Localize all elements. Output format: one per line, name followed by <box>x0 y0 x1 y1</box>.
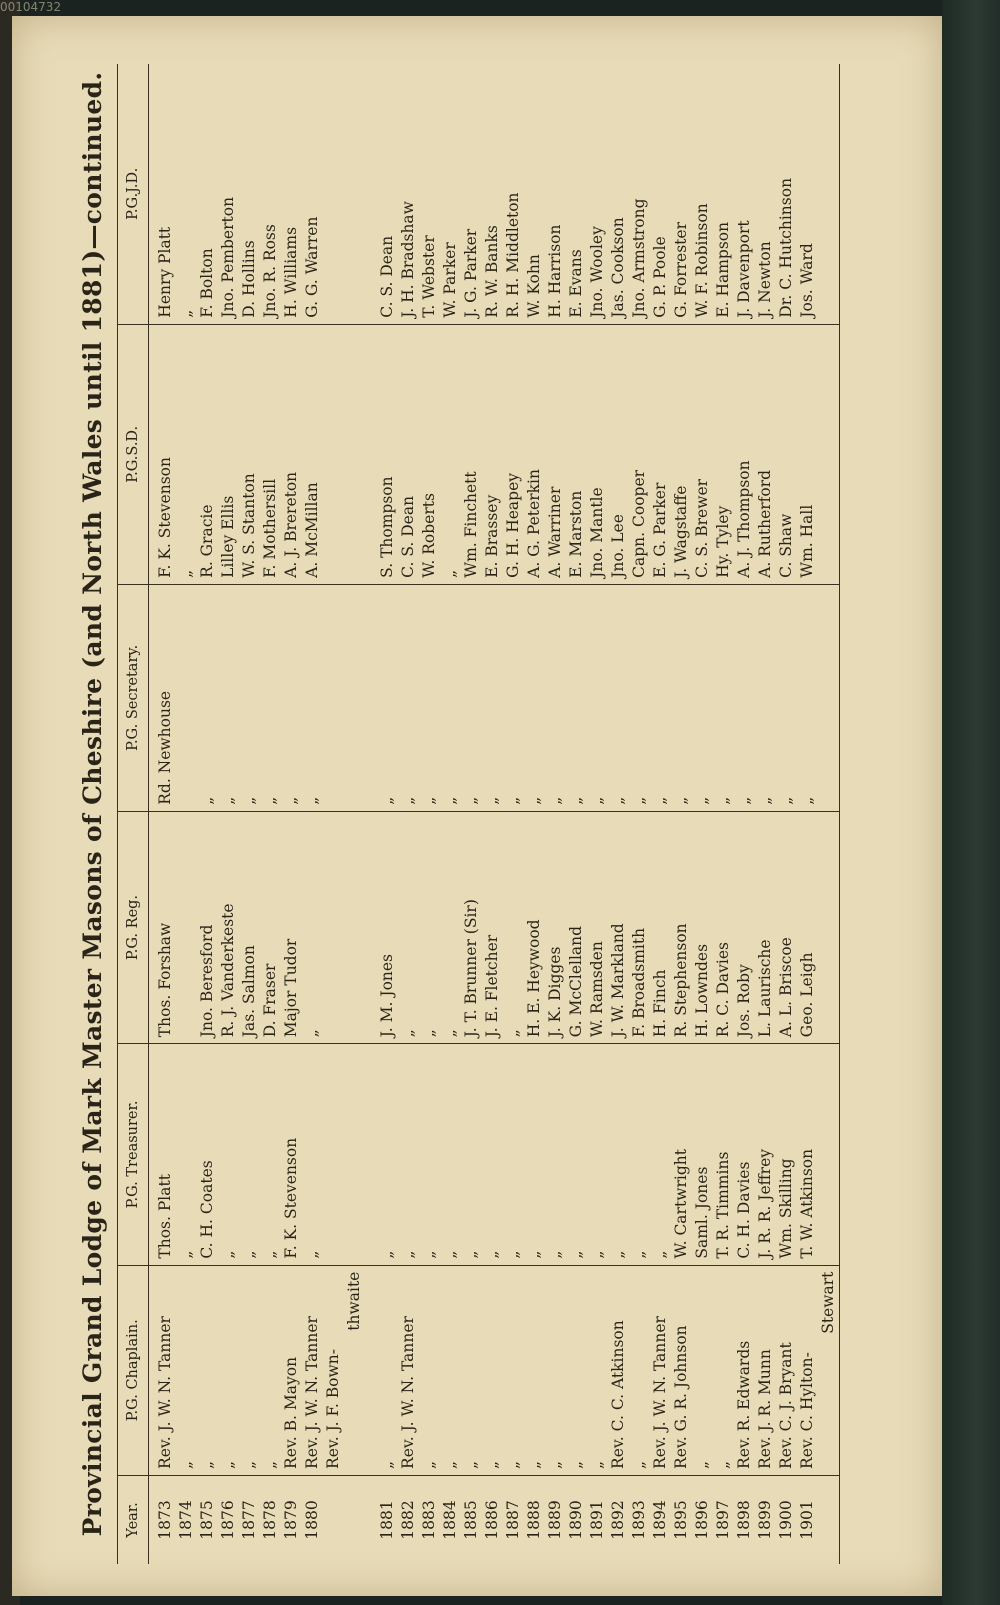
cell-year: 1889 <box>545 1475 566 1564</box>
cell-junior-deacon: D. Hollins <box>240 240 258 318</box>
cell-year: 1885 <box>461 1475 482 1564</box>
table-row <box>239 64 260 1564</box>
cell-junior-deacon: H. Harrison <box>546 224 564 318</box>
cell-senior-deacon: W. S. Stanton <box>239 324 260 584</box>
header-senior-deacon: P.G.S.D. <box>118 324 149 584</box>
spacer-cell <box>365 584 377 811</box>
cell-secretary: „ <box>755 584 776 811</box>
cell-year: 1893 <box>629 1475 650 1564</box>
table-row <box>545 64 566 1564</box>
cell-registrar: „ <box>503 811 524 1043</box>
cell-year: 1875 <box>197 1475 218 1564</box>
table-row <box>566 64 587 1564</box>
cell-registrar: L. Laurische <box>755 811 776 1043</box>
cell-junior-deacon: „ <box>177 309 195 318</box>
header-year: Year. <box>118 1475 149 1564</box>
book-page <box>12 16 942 1596</box>
cell-treasurer: „ <box>260 1044 281 1265</box>
cell-secretary: Rd. Newhouse <box>149 584 177 811</box>
table-row <box>482 64 503 1564</box>
cell-chaplain: „ <box>629 1265 650 1475</box>
spacer-cell <box>365 811 377 1043</box>
cell-registrar: H. Lowndes <box>692 811 713 1043</box>
table-row <box>218 64 239 1564</box>
table-row <box>524 64 545 1564</box>
cell-year <box>344 1475 365 1564</box>
spacer-cell <box>365 324 377 584</box>
cell-senior-deacon: Wm. Hall <box>797 324 818 584</box>
cell-junior-deacon: J. H. Bradshaw <box>399 201 417 318</box>
cell-senior-deacon: A. Warriner <box>545 324 566 584</box>
cell-secretary: „ <box>398 584 419 811</box>
cell-chaplain: Rev. C. J. Bryant <box>776 1265 797 1475</box>
cell-chaplain: „ <box>503 1265 524 1475</box>
spacer-cell <box>365 1265 377 1475</box>
cell-year: 1899 <box>755 1475 776 1564</box>
cell-registrar: J. E. Fletcher <box>482 811 503 1043</box>
cell-year: 1883 <box>419 1475 440 1564</box>
cell-year: 1887 <box>503 1475 524 1564</box>
cell-registrar: „ <box>302 811 323 1043</box>
cell-registrar: Jas. Salmon <box>239 811 260 1043</box>
cell-junior-deacon: W. F. Robinson <box>693 203 711 318</box>
cell-registrar <box>344 811 365 1043</box>
cell-registrar: Jno. Beresford <box>197 811 218 1043</box>
cell-chaplain: „ <box>440 1265 461 1475</box>
cell-junior-deacon: J. Davenport <box>735 220 753 318</box>
cell-treasurer: „ <box>302 1044 323 1265</box>
cell-senior-deacon: E. Brassey <box>482 324 503 584</box>
cell-year: 1884 <box>440 1475 461 1564</box>
cell-registrar: R. J. Vanderkeste <box>218 811 239 1043</box>
cell-senior-deacon: C. S. Brewer <box>692 324 713 584</box>
table-row <box>344 64 365 1564</box>
book-spine-edge <box>942 0 1000 1605</box>
cell-treasurer: „ <box>377 1044 398 1265</box>
cell-treasurer: „ <box>482 1044 503 1265</box>
cell-chaplain: Rev. C. C. Atkinson <box>608 1265 629 1475</box>
cell-senior-deacon: E. Marston <box>566 324 587 584</box>
cell-registrar: A. L. Briscoe <box>776 811 797 1043</box>
table-row <box>398 64 419 1564</box>
cell-chaplain: Stewart <box>818 1265 840 1475</box>
cell-senior-deacon <box>818 324 840 584</box>
cell-treasurer: „ <box>503 1044 524 1265</box>
cell-year <box>818 1475 840 1564</box>
cell-secretary: „ <box>587 584 608 811</box>
cell-year: 1891 <box>587 1475 608 1564</box>
cell-secretary <box>344 584 365 811</box>
cell-senior-deacon: R. Gracie <box>197 324 218 584</box>
header-chaplain: P.G. Chaplain. <box>118 1265 149 1475</box>
cell-secretary: „ <box>797 584 818 811</box>
table-row <box>149 64 177 1564</box>
cell-chaplain: „ <box>713 1265 734 1475</box>
cell-senior-deacon <box>323 324 344 584</box>
table-row <box>587 64 608 1564</box>
cell-chaplain: Rev. G. R. Johnson <box>671 1265 692 1475</box>
cell-senior-deacon: F. Mothersill <box>260 324 281 584</box>
cell-year: 1898 <box>734 1475 755 1564</box>
cell-secretary: „ <box>377 584 398 811</box>
cell-year: 1890 <box>566 1475 587 1564</box>
cell-treasurer: „ <box>650 1044 671 1265</box>
cell-chaplain: „ <box>566 1265 587 1475</box>
cell-chaplain: Rev. J. W. N. Tanner <box>149 1265 177 1475</box>
cell-chaplain: „ <box>377 1265 398 1475</box>
cell-secretary: „ <box>239 584 260 811</box>
header-row <box>118 64 149 1564</box>
cell-secretary: „ <box>629 584 650 811</box>
cell-junior-deacon: C. S. Dean <box>378 235 396 318</box>
spacer-cell <box>365 1475 377 1564</box>
table-row <box>323 64 344 1564</box>
cell-senior-deacon: A. Rutherford <box>755 324 776 584</box>
table-row <box>671 64 692 1564</box>
cell-year: 1879 <box>281 1475 302 1564</box>
cell-junior-deacon: G. G. Warren <box>303 216 321 318</box>
cell-treasurer: J. R. R. Jeffrey <box>755 1044 776 1265</box>
cell-chaplain: „ <box>524 1265 545 1475</box>
cell-secretary: „ <box>524 584 545 811</box>
cell-treasurer: C. H. Coates <box>197 1044 218 1265</box>
cell-senior-deacon: Jno. Lee <box>608 324 629 584</box>
header-secretary: P.G. Secretary. <box>118 584 149 811</box>
cell-chaplain: Rev. C. Hylton- <box>797 1265 818 1475</box>
cell-treasurer: „ <box>419 1044 440 1265</box>
cell-junior-deacon: R. H. Middleton <box>504 192 522 318</box>
cell-treasurer: „ <box>629 1044 650 1265</box>
cell-registrar: H. E. Heywood <box>524 811 545 1043</box>
cell-secretary: „ <box>671 584 692 811</box>
cell-senior-deacon <box>344 324 365 584</box>
cell-secretary <box>323 584 344 811</box>
cell-registrar: J. K. Digges <box>545 811 566 1043</box>
cell-registrar: R. C. Davies <box>713 811 734 1043</box>
cell-senior-deacon: A. G. Peterkin <box>524 324 545 584</box>
cell-chaplain: „ <box>176 1265 197 1475</box>
cell-senior-deacon: C. Shaw <box>776 324 797 584</box>
cell-secretary: „ <box>440 584 461 811</box>
cell-registrar: R. Stephenson <box>671 811 692 1043</box>
cell-treasurer: „ <box>608 1044 629 1265</box>
cell-secretary: „ <box>503 584 524 811</box>
cell-treasurer: „ <box>239 1044 260 1265</box>
cell-senior-deacon: „ <box>176 324 197 584</box>
cell-junior-deacon: G. P. Poole <box>651 236 669 318</box>
cell-registrar <box>818 811 840 1043</box>
table-row <box>734 64 755 1564</box>
cell-senior-deacon: W. Roberts <box>419 324 440 584</box>
cell-year: 1900 <box>776 1475 797 1564</box>
cell-junior-deacon: W. Parker <box>441 242 459 318</box>
cell-year: 1901 <box>797 1475 818 1564</box>
table-body <box>149 64 840 1564</box>
cell-treasurer: F. K. Stevenson <box>281 1044 302 1265</box>
cell-registrar: J. W. Markland <box>608 811 629 1043</box>
cell-chaplain: „ <box>461 1265 482 1475</box>
cell-senior-deacon: A. J. Thompson <box>734 324 755 584</box>
cell-year <box>323 1475 344 1564</box>
cell-secretary: „ <box>260 584 281 811</box>
cell-chaplain: Rev. J. R. Munn <box>755 1265 776 1475</box>
cell-junior-deacon <box>818 64 840 324</box>
cell-chaplain: Rev. R. Edwards <box>734 1265 755 1475</box>
cell-junior-deacon: R. W. Banks <box>483 225 501 318</box>
cell-treasurer: C. H. Davies <box>734 1044 755 1265</box>
cell-treasurer: „ <box>218 1044 239 1265</box>
cell-treasurer: „ <box>461 1044 482 1265</box>
cell-secretary: „ <box>650 584 671 811</box>
cell-year: 1894 <box>650 1475 671 1564</box>
cell-senior-deacon: Hy. Tyley <box>713 324 734 584</box>
table-row <box>755 64 776 1564</box>
cell-secretary: „ <box>482 584 503 811</box>
cell-chaplain: thwaite <box>344 1265 365 1475</box>
table-row <box>440 64 461 1564</box>
cell-registrar: „ <box>398 811 419 1043</box>
spacer-cell <box>365 64 377 324</box>
cell-year: 1897 <box>713 1475 734 1564</box>
cell-year: 1888 <box>524 1475 545 1564</box>
cell-registrar: J. T. Brunner (Sir) <box>461 811 482 1043</box>
cell-registrar: W. Ramsden <box>587 811 608 1043</box>
cell-registrar <box>176 811 197 1043</box>
cell-chaplain: Rev. J. W. N. Tanner <box>398 1265 419 1475</box>
cell-chaplain: „ <box>218 1265 239 1475</box>
cell-registrar: Major Tudor <box>281 811 302 1043</box>
cell-year: 1892 <box>608 1475 629 1564</box>
cell-senior-deacon: A. J. Brereton <box>281 324 302 584</box>
cell-senior-deacon: F. K. Stevenson <box>149 324 177 584</box>
cell-junior-deacon: W. Kohn <box>525 254 543 318</box>
cell-secretary: „ <box>302 584 323 811</box>
header-junior-deacon: P.G.J.D. <box>118 64 149 324</box>
rotated-content <box>72 24 942 1584</box>
cell-treasurer: T. W. Atkinson <box>797 1044 818 1265</box>
cell-secretary <box>176 584 197 811</box>
table-row <box>608 64 629 1564</box>
cell-treasurer: „ <box>398 1044 419 1265</box>
cell-junior-deacon: Jno. Armstrong <box>630 198 648 318</box>
cell-chaplain: „ <box>587 1265 608 1475</box>
spacer-cell <box>365 1044 377 1265</box>
cell-secretary <box>818 584 840 811</box>
cell-registrar: Thos. Forshaw <box>149 811 177 1043</box>
cell-treasurer: „ <box>440 1044 461 1265</box>
cell-year: 1886 <box>482 1475 503 1564</box>
cell-junior-deacon: J. G. Parker <box>462 228 480 318</box>
cell-secretary: „ <box>461 584 482 811</box>
cell-treasurer: Saml. Jones <box>692 1044 713 1265</box>
cell-treasurer: „ <box>566 1044 587 1265</box>
cell-secretary: „ <box>713 584 734 811</box>
cell-treasurer: „ <box>545 1044 566 1265</box>
cell-secretary: „ <box>734 584 755 811</box>
cell-chaplain: Rev. J. W. N. Tanner <box>650 1265 671 1475</box>
cell-senior-deacon: Jno. Mantle <box>587 324 608 584</box>
cell-senior-deacon: Wm. Finchett <box>461 324 482 584</box>
cell-chaplain: „ <box>419 1265 440 1475</box>
cell-chaplain: Rev. J. W. N. Tanner <box>302 1265 323 1475</box>
cell-registrar: J. M. Jones <box>377 811 398 1043</box>
cell-registrar: „ <box>419 811 440 1043</box>
table-row <box>818 64 840 1564</box>
cell-junior-deacon: H. Williams <box>282 226 300 318</box>
cell-chaplain: „ <box>239 1265 260 1475</box>
cell-senior-deacon: S. Thompson <box>377 324 398 584</box>
cell-treasurer <box>344 1044 365 1265</box>
table-row <box>260 64 281 1564</box>
cell-treasurer: T. R. Timmins <box>713 1044 734 1265</box>
cell-secretary: „ <box>692 584 713 811</box>
cell-senior-deacon: J. Wagstaffe <box>671 324 692 584</box>
cell-junior-deacon <box>344 64 365 324</box>
cell-registrar: F. Broadsmith <box>629 811 650 1043</box>
table-row <box>503 64 524 1564</box>
cell-year: 1880 <box>302 1475 323 1564</box>
scan-page-id: 00104732 <box>0 0 62 14</box>
cell-junior-deacon: Jno. Wooley <box>588 226 606 318</box>
cell-chaplain: Rev. J. F. Bown- <box>323 1265 344 1475</box>
cell-junior-deacon: Jas. Cookson <box>609 217 627 318</box>
cell-junior-deacon <box>323 64 344 324</box>
cell-chaplain: „ <box>260 1265 281 1475</box>
cell-senior-deacon: Lilley Ellis <box>218 324 239 584</box>
cell-treasurer: Wm. Skilling <box>776 1044 797 1265</box>
cell-chaplain: „ <box>482 1265 503 1475</box>
cell-chaplain: „ <box>197 1265 218 1475</box>
table-row <box>650 64 671 1564</box>
cell-junior-deacon: Jos. Ward <box>798 243 816 318</box>
cell-treasurer <box>323 1044 344 1265</box>
cell-year: 1896 <box>692 1475 713 1564</box>
cell-junior-deacon: E. Evans <box>567 249 585 318</box>
cell-year: 1876 <box>218 1475 239 1564</box>
cell-junior-deacon: F. Bolton <box>198 248 216 318</box>
cell-year: 1881 <box>377 1475 398 1564</box>
cell-secretary: „ <box>776 584 797 811</box>
table-row <box>281 64 302 1564</box>
cell-junior-deacon: Henry Platt <box>156 226 174 318</box>
cell-registrar: G. McClelland <box>566 811 587 1043</box>
page-title: Provincial Grand Lodge of Mark Master Masons of Cheshire (and North Wales until 1881)—continued. <box>78 71 107 1537</box>
table-row <box>629 64 650 1564</box>
cell-registrar: Jos. Roby <box>734 811 755 1043</box>
cell-senior-deacon: C. S. Dean <box>398 324 419 584</box>
cell-registrar: „ <box>440 811 461 1043</box>
cell-junior-deacon: Jno. R. Ross <box>261 224 279 318</box>
cell-secretary: „ <box>197 584 218 811</box>
cell-year: 1895 <box>671 1475 692 1564</box>
header-treasurer: P.G. Treasurer. <box>118 1044 149 1265</box>
cell-chaplain: Rev. B. Mayon <box>281 1265 302 1475</box>
cell-registrar <box>323 811 344 1043</box>
table-row <box>797 64 818 1564</box>
cell-junior-deacon: J. Newton <box>756 241 774 318</box>
row-spacer <box>365 64 377 1564</box>
cell-treasurer <box>818 1044 840 1265</box>
cell-year: 1877 <box>239 1475 260 1564</box>
cell-junior-deacon: Jno. Pemberton <box>219 196 237 318</box>
header-registrar: P.G. Reg. <box>118 811 149 1043</box>
cell-year: 1882 <box>398 1475 419 1564</box>
cell-junior-deacon: E. Hampson <box>714 221 732 318</box>
table-row <box>197 64 218 1564</box>
cell-treasurer: „ <box>524 1044 545 1265</box>
cell-year: 1878 <box>260 1475 281 1564</box>
cell-secretary: „ <box>419 584 440 811</box>
cell-senior-deacon: A. McMillan <box>302 324 323 584</box>
officers-table <box>117 64 840 1564</box>
cell-treasurer: Thos. Platt <box>149 1044 177 1265</box>
table-row <box>776 64 797 1564</box>
cell-treasurer: „ <box>176 1044 197 1265</box>
table-row <box>176 64 197 1564</box>
table-row <box>377 64 398 1564</box>
cell-registrar: H. Finch <box>650 811 671 1043</box>
table-row <box>461 64 482 1564</box>
cell-chaplain: „ <box>545 1265 566 1475</box>
cell-chaplain: „ <box>692 1265 713 1475</box>
cell-senior-deacon: Capn. Cooper <box>629 324 650 584</box>
cell-year: 1874 <box>176 1475 197 1564</box>
cell-treasurer: „ <box>587 1044 608 1265</box>
cell-senior-deacon: G. H. Heapey <box>503 324 524 584</box>
cell-secretary: „ <box>218 584 239 811</box>
cell-junior-deacon: T. Webster <box>420 235 438 318</box>
cell-senior-deacon: „ <box>440 324 461 584</box>
table-row <box>713 64 734 1564</box>
cell-senior-deacon: E. G. Parker <box>650 324 671 584</box>
cell-registrar: D. Fraser <box>260 811 281 1043</box>
cell-secretary: „ <box>608 584 629 811</box>
cell-secretary: „ <box>545 584 566 811</box>
cell-junior-deacon: G. Forrester <box>672 222 690 318</box>
cell-junior-deacon: Dr. C. Hutchinson <box>777 177 795 318</box>
table-row <box>302 64 323 1564</box>
table-row <box>692 64 713 1564</box>
cell-treasurer: W. Cartwright <box>671 1044 692 1265</box>
cell-secretary: „ <box>566 584 587 811</box>
cell-year: 1873 <box>149 1475 177 1564</box>
table-row <box>419 64 440 1564</box>
cell-registrar: Geo. Leigh <box>797 811 818 1043</box>
cell-secretary: „ <box>281 584 302 811</box>
